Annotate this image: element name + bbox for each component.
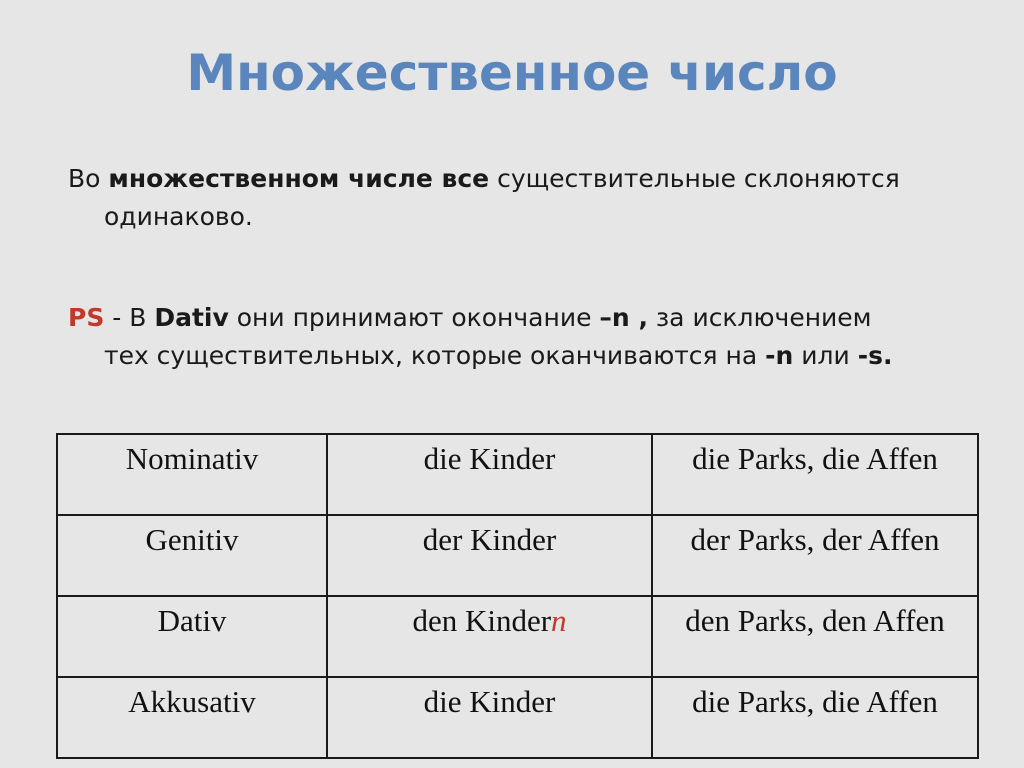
paragraph-plural-rule (68, 160, 968, 236)
noun-ending: n (551, 603, 567, 638)
table-row (57, 434, 978, 515)
table-row (57, 515, 978, 596)
paragraph-dativ-note (68, 299, 968, 375)
ps-label: PS (68, 303, 105, 332)
case-cell: Dativ (57, 596, 327, 677)
declension-table (56, 433, 979, 759)
paragraph-text: - В (104, 303, 155, 332)
paragraph-text: или (793, 341, 858, 370)
case-cell: Genitiv (57, 515, 327, 596)
noun-cell (327, 515, 652, 596)
noun-text: den Kinder (412, 603, 552, 638)
examples-cell: den Parks, den Affen (652, 596, 978, 677)
paragraph-text: за исключением (647, 303, 872, 332)
paragraph-text: Во (68, 164, 109, 193)
ending-s: -s. (857, 341, 893, 370)
case-cell: Akkusativ (57, 677, 327, 758)
noun-text: die Kinder (423, 684, 556, 719)
noun-cell (327, 434, 652, 515)
paragraph-continuation: одинаково. (104, 202, 253, 231)
paragraph-comma: , (629, 303, 648, 332)
paragraph-text: они принимают окончание (228, 303, 600, 332)
table-row (57, 677, 978, 758)
ending-dash: –n (599, 303, 630, 332)
examples-cell: die Parks, die Affen (652, 677, 978, 758)
case-cell: Nominativ (57, 434, 327, 515)
paragraph-text: тех существительных, которые оканчиваются на (104, 341, 766, 370)
noun-cell (327, 677, 652, 758)
noun-text: der Kinder (422, 522, 557, 557)
slide-title: Множественное число (186, 44, 838, 102)
noun-text: die Kinder (423, 441, 556, 476)
paragraph-bold-text: множественном числе все (108, 164, 490, 193)
paragraph-text: существительные склоняются (489, 164, 900, 193)
ending-n: -n (765, 341, 794, 370)
paragraph-continuation (68, 337, 968, 375)
dativ-term: Dativ (154, 303, 229, 332)
examples-cell: die Parks, die Affen (652, 434, 978, 515)
noun-cell (327, 596, 652, 677)
table-row (57, 596, 978, 677)
examples-cell: der Parks, der Affen (652, 515, 978, 596)
